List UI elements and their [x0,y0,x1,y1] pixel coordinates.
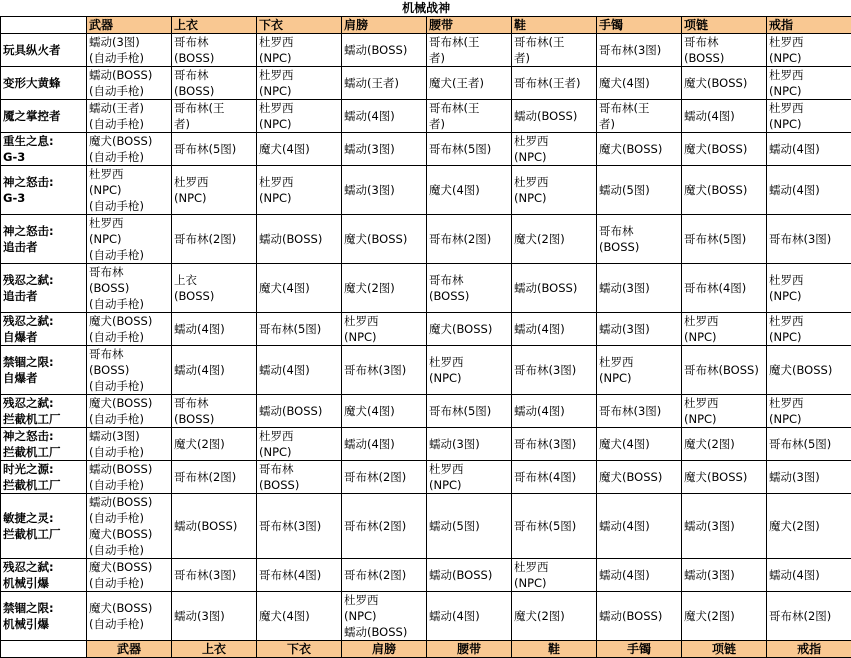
table-cell: 魔犬(BOSS) [427,313,512,346]
table-cell: 蠕动(BOSS) [427,559,512,592]
table-cell: 哥布林(2图) [172,461,257,494]
table-cell: 杜罗西 (NPC) [682,313,767,346]
table-cell: 魔犬(2图) [512,215,597,264]
column-header: 戒指 [767,17,851,34]
table-cell: 哥布林 (BOSS) [682,34,767,67]
table-cell: 哥布林(4图) [257,559,342,592]
row-label: 时光之源: 拦截机工厂 [1,461,87,494]
column-footer: 肩膀 [342,641,427,658]
table-cell: 蠕动(3图) [682,559,767,592]
table-cell: 哥布林(3图) [512,428,597,461]
table-cell: 蠕动(王者) (自动手枪) [87,100,172,133]
table-cell: 哥布林(2图) [342,461,427,494]
table-cell: 哥布林 (BOSS) [427,264,512,313]
table-cell: 蠕动(3图) [427,428,512,461]
table-cell: 哥布林(王 者) [512,34,597,67]
row-label: 禁锢之限: 自爆者 [1,346,87,395]
column-header: 武器 [87,17,172,34]
table-cell: 杜罗西 (NPC) [767,313,851,346]
table-cell: 蠕动(4图) [342,100,427,133]
table-cell: 蠕动(4图) [767,559,851,592]
table-cell: 蠕动(4图) [682,100,767,133]
table-cell: 哥布林(2图) [172,215,257,264]
column-footer: 武器 [87,641,172,658]
table-cell: 魔犬(2图) [172,428,257,461]
row-label: 禁锢之限: 机械引爆 [1,592,87,641]
table-cell: 魔犬(BOSS) (自动手枪) [87,592,172,641]
table-row [1,67,851,100]
table-cell: 杜罗西 (NPC) [257,34,342,67]
table-cell: 哥布林(5图) [257,313,342,346]
table-row [1,428,851,461]
column-header: 手镯 [597,17,682,34]
table-cell: 杜罗西 (NPC) [767,34,851,67]
table-cell: 杜罗西 (NPC) (自动手枪) [87,166,172,215]
column-footer: 戒指 [767,641,851,658]
table-cell: 魔犬(BOSS) (自动手枪) [87,133,172,166]
table-cell: 哥布林(2图) [767,592,851,641]
table-cell: 杜罗西 (NPC) [512,133,597,166]
table-cell: 蠕动(5图) [597,166,682,215]
table-cell: 魔犬(4图) [597,428,682,461]
table-cell: 魔犬(4图) [597,67,682,100]
table-cell: 杜罗西 (NPC) [767,67,851,100]
column-footer: 项链 [682,641,767,658]
column-footer: 下衣 [257,641,342,658]
column-footer: 腰带 [427,641,512,658]
table-cell: 魔犬(4图) [427,166,512,215]
table-cell: 蠕动(5图) [427,494,512,559]
table-cell: 杜罗西 (NPC) [597,346,682,395]
table-cell: 蠕动(3图) (自动手枪) [87,34,172,67]
table-cell: 杜罗西 (NPC) [767,100,851,133]
table-cell: 蠕动(4图) [597,494,682,559]
column-header: 腰带 [427,17,512,34]
table-cell: 蠕动(BOSS) (自动手枪) [87,461,172,494]
table-cell: 魔犬(BOSS) [682,67,767,100]
table-cell: 哥布林(王者) [512,67,597,100]
table-cell: 魔犬(BOSS) [682,461,767,494]
table-cell: 哥布林(5图) [682,215,767,264]
table-cell: 哥布林(3图) [767,215,851,264]
row-label: 残忍之弑: 追击者 [1,264,87,313]
table-cell: 杜罗西 (NPC) [512,166,597,215]
table-cell: 哥布林(3图) [597,34,682,67]
table-cell: 魔犬(4图) [257,264,342,313]
table-cell: 哥布林(王 者) [597,100,682,133]
table-cell: 哥布林(3图) [172,559,257,592]
table-row [1,395,851,428]
table-cell: 杜罗西 (NPC) [172,166,257,215]
table-cell: 杜罗西 (NPC) [257,100,342,133]
row-label: 玩具纵火者 [1,34,87,67]
table-cell: 杜罗西 (NPC) 蠕动(BOSS) [342,592,427,641]
table-cell: 哥布林 (BOSS) [172,34,257,67]
table-cell: 哥布林(BOSS) [682,346,767,395]
row-label: 魇之掌控者 [1,100,87,133]
table-cell: 蠕动(3图) (自动手枪) [87,428,172,461]
table-row [1,100,851,133]
table-row [1,461,851,494]
table-cell: 蠕动(BOSS) (自动手枪) [87,67,172,100]
table-cell: 蠕动(BOSS) (自动手枪) 魔犬(BOSS) (自动手枪) [87,494,172,559]
table-row [1,559,851,592]
table-cell: 哥布林(2图) [427,215,512,264]
column-footer: 上衣 [172,641,257,658]
table-cell: 蠕动(BOSS) [257,215,342,264]
table-cell: 蠕动(3图) [682,494,767,559]
row-label: 敏捷之灵: 拦截机工厂 [1,494,87,559]
table-cell: 哥布林(4图) [512,461,597,494]
table-cell: 哥布林(5图) [172,133,257,166]
table-cell: 哥布林(4图) [682,264,767,313]
table-cell: 蠕动(BOSS) [257,395,342,428]
table-row [1,133,851,166]
column-header-row [1,17,851,34]
footer-corner [1,641,87,658]
table-row [1,264,851,313]
table-row [1,494,851,559]
table-cell: 上衣 (BOSS) [172,264,257,313]
table-row [1,346,851,395]
table-cell: 哥布林(3图) [257,494,342,559]
table-cell: 蠕动(3图) [767,461,851,494]
column-header: 上衣 [172,17,257,34]
table-cell: 蠕动(4图) [597,559,682,592]
column-footer-row [1,641,851,658]
table-cell: 蠕动(BOSS) [172,494,257,559]
table-cell: 蠕动(4图) [172,313,257,346]
table-cell: 魔犬(2图) [767,494,851,559]
table-row [1,592,851,641]
table-row [1,34,851,67]
table-cell: 魔犬(王者) [427,67,512,100]
table-cell: 哥布林 (BOSS) [257,461,342,494]
table-cell: 哥布林(2图) [342,559,427,592]
table-cell: 魔犬(4图) [342,395,427,428]
table-row [1,313,851,346]
table-cell: 杜罗西 (NPC) [257,166,342,215]
table-cell: 杜罗西 (NPC) [427,346,512,395]
table-cell: 哥布林(王 者) [172,100,257,133]
table-cell: 杜罗西 (NPC) [257,428,342,461]
table-cell: 蠕动(BOSS) [512,100,597,133]
table-cell: 杜罗西 (NPC) [767,264,851,313]
table-cell: 魔犬(BOSS) [597,461,682,494]
table-cell: 蠕动(4图) [512,395,597,428]
table-cell: 哥布林(5图) [767,428,851,461]
table-cell: 杜罗西 (NPC) [342,313,427,346]
table-cell: 魔犬(4图) [257,592,342,641]
table-cell: 哥布林(3图) [342,346,427,395]
table-cell: 蠕动(4图) [172,346,257,395]
table-cell: 哥布林(5图) [512,494,597,559]
table-cell: 魔犬(2图) [512,592,597,641]
table-cell: 蠕动(3图) [342,166,427,215]
table-cell: 蠕动(3图) [342,133,427,166]
row-label: 变形大黄蜂 [1,67,87,100]
column-footer: 手镯 [597,641,682,658]
table-row [1,166,851,215]
column-header: 鞋 [512,17,597,34]
column-header: 下衣 [257,17,342,34]
table-cell: 魔犬(4图) [257,133,342,166]
table-cell: 蠕动(BOSS) [342,34,427,67]
row-label: 神之怒击: 追击者 [1,215,87,264]
table-cell: 蠕动(3图) [597,313,682,346]
table-cell: 魔犬(BOSS) [682,133,767,166]
table-cell: 魔犬(2图) [682,428,767,461]
table-cell: 魔犬(BOSS) [767,346,851,395]
table-cell: 哥布林 (BOSS) [597,215,682,264]
column-header: 项链 [682,17,767,34]
column-header: 肩膀 [342,17,427,34]
table-title: 机械战神 [1,0,851,17]
table-cell: 杜罗西 (NPC) [682,395,767,428]
table-cell: 魔犬(2图) [682,592,767,641]
table-cell: 魔犬(BOSS) (自动手枪) [87,395,172,428]
table-cell: 哥布林 (BOSS) [172,67,257,100]
table-cell: 哥布林 (BOSS) (自动手枪) [87,264,172,313]
table-cell: 哥布林 (BOSS) (自动手枪) [87,346,172,395]
table-cell: 杜罗西 (NPC) [427,461,512,494]
table-cell: 哥布林(2图) [342,494,427,559]
table-cell: 魔犬(BOSS) [342,215,427,264]
table-row [1,215,851,264]
table-cell: 蠕动(3图) [172,592,257,641]
table-cell: 蠕动(BOSS) [512,264,597,313]
row-label: 残忍之弑: 自爆者 [1,313,87,346]
row-label: 神之怒击: G-3 [1,166,87,215]
table-cell: 哥布林(王 者) [427,34,512,67]
table-cell: 哥布林(5图) [427,395,512,428]
table-cell: 哥布林(3图) [512,346,597,395]
table-cell: 杜罗西 (NPC) (自动手枪) [87,215,172,264]
table-cell: 蠕动(3图) [597,264,682,313]
table-cell: 蠕动(4图) [342,428,427,461]
table-cell: 魔犬(BOSS) (自动手枪) [87,313,172,346]
table-cell: 蠕动(4图) [767,166,851,215]
table-cell: 魔犬(BOSS) (自动手枪) [87,559,172,592]
table-cell: 魔犬(BOSS) [597,133,682,166]
table-cell: 蠕动(4图) [512,313,597,346]
table-cell: 哥布林(3图) [597,395,682,428]
table-cell: 蠕动(BOSS) [597,592,682,641]
table-cell: 魔犬(2图) [342,264,427,313]
table-cell: 杜罗西 (NPC) [512,559,597,592]
table-cell: 杜罗西 (NPC) [767,395,851,428]
row-label: 重生之息: G-3 [1,133,87,166]
table-cell: 蠕动(王者) [342,67,427,100]
table-cell: 魔犬(BOSS) [682,166,767,215]
table-cell: 杜罗西 (NPC) [257,67,342,100]
table-cell: 哥布林 (BOSS) [172,395,257,428]
table-cell: 蠕动(4图) [427,592,512,641]
column-footer: 鞋 [512,641,597,658]
table-cell: 哥布林(王 者) [427,100,512,133]
table-cell: 哥布林(5图) [427,133,512,166]
row-label: 残忍之弑: 拦截机工厂 [1,395,87,428]
header-corner [1,17,87,34]
row-label: 神之怒击: 拦截机工厂 [1,428,87,461]
table-cell: 蠕动(4图) [767,133,851,166]
table-cell: 蠕动(4图) [257,346,342,395]
row-label: 残忍之弑: 机械引爆 [1,559,87,592]
